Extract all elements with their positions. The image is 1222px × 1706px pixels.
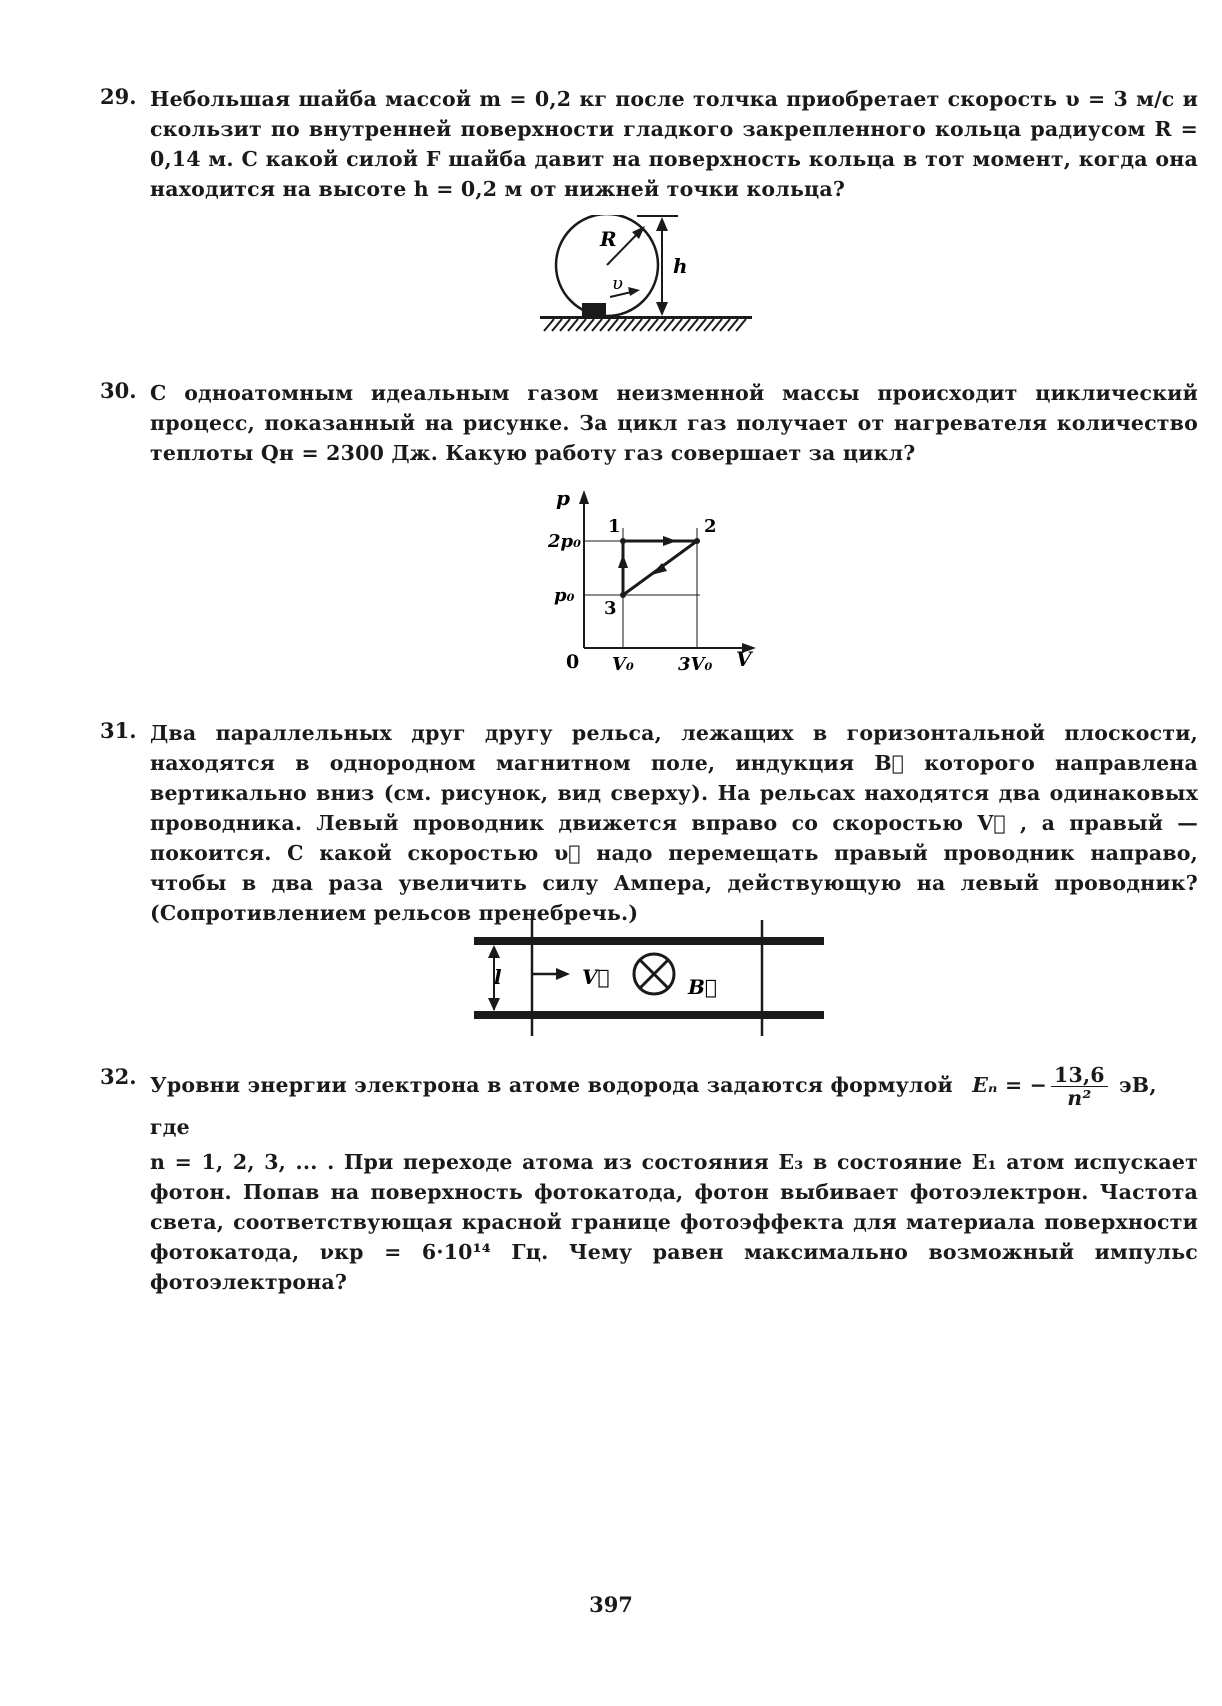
problem-text: С одноатомным идеальным газом неизменной массы происходит циклический процесс, показанный на рисунке. За цикл газ получает от нагревателя количество теплоты Qн = 2300 Дж. Какую работу газ совершает за цикл? — [150, 381, 1198, 465]
formula-lhs: Eₙ = − — [972, 1073, 1048, 1097]
problem-number: 32. — [100, 1064, 137, 1089]
tick-2p0: 2p₀ — [548, 531, 581, 552]
point-3-label: 3 — [604, 598, 617, 619]
axis-V-label: V — [736, 647, 752, 671]
problem-30 — [100, 378, 1198, 468]
label-h: h — [673, 254, 688, 278]
pv-diagram — [540, 488, 760, 682]
problem-number: 31. — [100, 718, 137, 743]
problem-text-start: Уровни энергии электрона в атоме водорода задаются формулой — [150, 1073, 953, 1097]
label-B: B⃗ — [688, 975, 717, 999]
problem-31 — [100, 718, 1198, 928]
problem-32 — [100, 1064, 1198, 1297]
rails-figure — [470, 918, 830, 1042]
axis-p-label: p — [556, 488, 570, 510]
problem-number: 29. — [100, 84, 137, 109]
formula-numerator: 13,6 — [1051, 1064, 1108, 1087]
problem-text: Небольшая шайба массой m = 0,2 кг после толчка приобретает скорость υ = 3 м/с и скользит по внутренней поверхности гладкого закрепленного кольца радиусом R = 0,14 м. С какой силой F шайба давит на поверхность кольца в тот момент, когда она находится на высоте h = 0,2 м от нижней точки кольца? — [150, 87, 1198, 201]
problem-number: 30. — [100, 378, 137, 403]
formula-denominator: n² — [1067, 1086, 1092, 1110]
problem-text: Два параллельных друг другу рельса, лежащих в горизонтальной плоскости, находятся в однородном магнитном поле, индукция B⃗ которого направлена вертикально вниз (см. рисунок, вид сверху). На рельсах находятся два одинаковых проводника. Левый проводник движется вправо со скоростью V⃗ , а правый — покоится. С какой скоростью υ⃗ надо перемещать правый проводник направо, чтобы в два раза увеличить силу Ампера, действующую на левый проводник? (Сопротивлением рельсов пренебречь.) — [150, 721, 1198, 925]
tick-V0: V₀ — [612, 654, 634, 675]
tick-3V0: 3V₀ — [678, 654, 713, 675]
formula-unit: эВ, где — [150, 1073, 1157, 1139]
formula-fraction — [1051, 1064, 1108, 1109]
ring-figure — [540, 215, 760, 359]
point-2-label: 2 — [704, 516, 717, 537]
label-R: R — [600, 227, 617, 251]
label-V: V⃗ — [582, 965, 610, 989]
page-number: 397 — [589, 1592, 633, 1617]
problem-text: n = 1, 2, 3, ... . При переходе атома из состояния E₃ в состояние E₁ атом испускает фотон. Попав на поверхность фотокатода, фотон выбивает фотоэлектрон. Частота света, соответствующая красной границе фотоэффекта для материала поверхности фотокатода, νкр = 6·10¹⁴ Гц. Чему равен максимально возможный импульс фотоэлектрона? — [150, 1150, 1198, 1294]
tick-p0: p₀ — [554, 585, 575, 606]
label-v: υ — [612, 273, 623, 294]
origin-label: 0 — [566, 651, 580, 673]
problem-29 — [100, 84, 1198, 204]
point-1-label: 1 — [608, 516, 621, 537]
problem-first-line — [150, 1064, 1198, 1145]
label-l: l — [494, 965, 502, 989]
